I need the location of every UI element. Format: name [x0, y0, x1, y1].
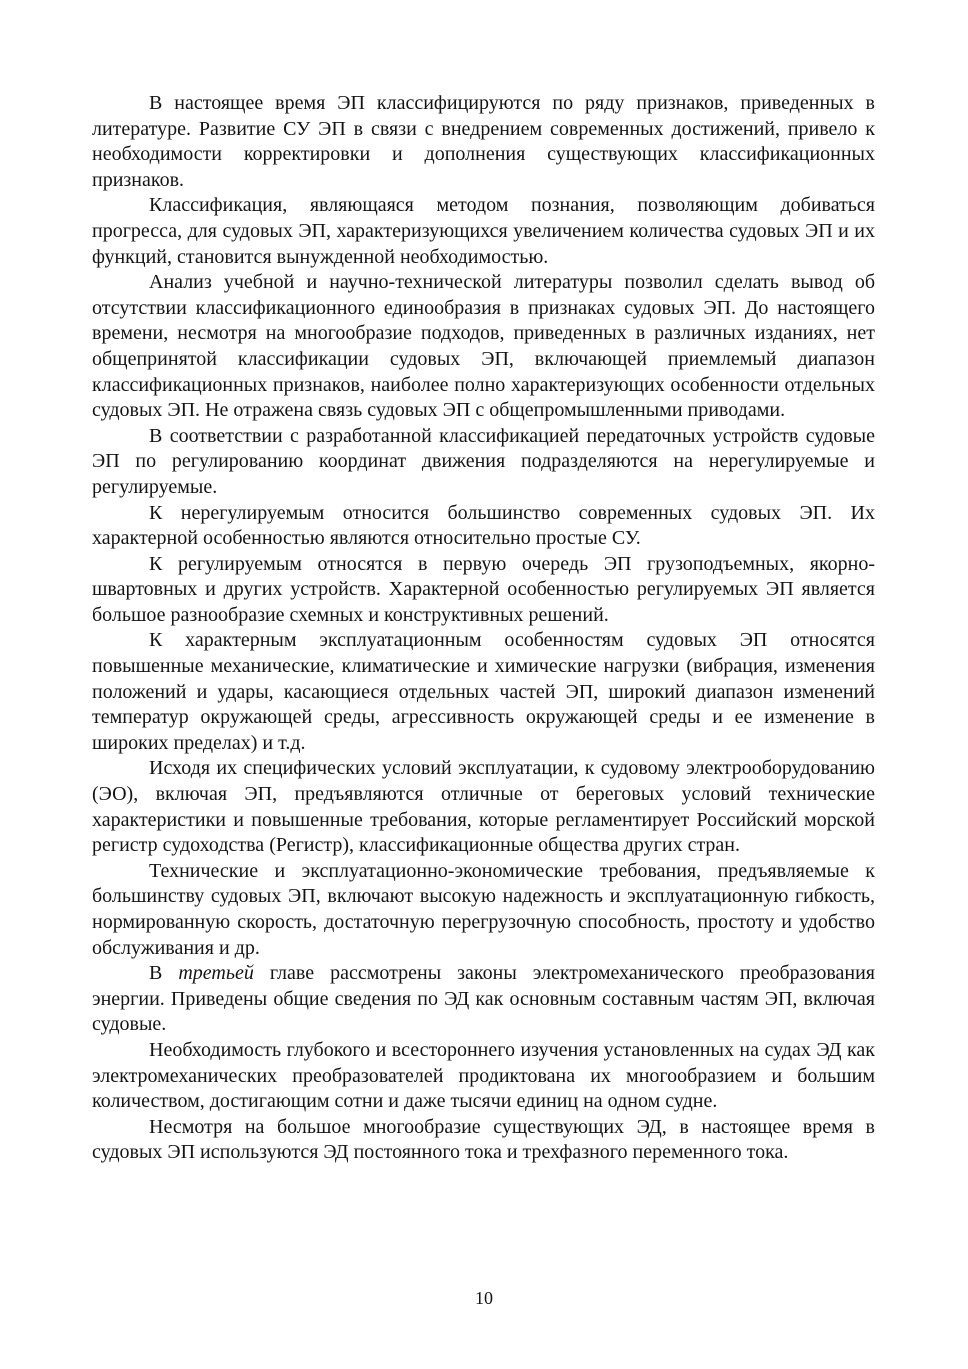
page-body [92, 91, 875, 1166]
paragraph-3: Анализ учебной и научно-технической литературы позволил сделать вывод об отсутствии классификационного единообразия в признаках судовых ЭП. До настоящего времени, несмотря на многообразие подходов, приведенных в различных изданиях, нет общепринятой классификации судовых ЭП, включающей приемлемый диапазон классификационных признаков, наиболее полно характеризующих особенности отдельных судовых ЭП. Не отражена связь судовых ЭП с общепромышленными приводами. [92, 271, 875, 422]
paragraph-12: Несмотря на большое многообразие существующих ЭД, в настоящее время в судовых ЭП используются ЭД постоянного тока и трехфазного переменного тока. [92, 1115, 875, 1164]
paragraph-chapter-before: В [149, 962, 179, 985]
paragraph-2: Классификация, являющаяся методом познания, позволяющим добиваться прогресса, для судовых ЭП, характеризующихся увеличением количества судовых ЭП и их функций, становится вынужденной необходимостью. [92, 194, 875, 268]
paragraph-7: К характерным эксплуатационным особенностям судовых ЭП относятся повышенные механические, климатические и химические нагрузки (вибрация, изменения положений и удары, касающиеся отдельных частей ЭП, широкий диапазон изменений температур окружающей среды, агрессивность окружающей среды и ее изменение в широких пределах) и т.д. [92, 629, 875, 754]
paragraph-1: В настоящее время ЭП классифицируются по ряду признаков, приведенных в литературе. Развитие СУ ЭП в связи с внедрением современных достижений, привело к необходимости корректировки и дополнения существующих классификационных признаков. [92, 92, 875, 191]
paragraph-9: Технические и эксплуатационно-экономические требования, предъявляемые к большинству судовых ЭП, включают высокую надежность и эксплуатационную гибкость, нормированную скорость, достаточную перегрузочную способность, простоту и удобство обслуживания и др. [92, 859, 875, 959]
paragraph-chapter [92, 961, 875, 1038]
paragraph-6: К регулируемым относятся в первую очередь ЭП грузоподъемных, якорно-швартовных и других устройств. Характерной особенностью регулируемых ЭП является большое разнообразие схемных и конструктивных решений. [92, 552, 875, 626]
paragraph-4: В соответствии с разработанной классификацией передаточных устройств судовые ЭП по регулированию координат движения подразделяются на нерегулируемые и регулируемые. [92, 424, 875, 498]
paragraph-chapter-emphasis: третьей [178, 962, 254, 985]
paragraph-8: Исходя их специфических условий эксплуатации, к судовому электрооборудованию (ЭО), включая ЭП, предъявляются отличные от береговых условий технические характеристики и повышенные требования, которые регламентирует Российский морской регистр судоходства (Регистр), классификационные общества других стран. [92, 757, 875, 857]
paragraph-11: Необходимость глубокого и всестороннего изучения установленных на судах ЭД как электромеханических преобразователей продиктована их многообразием и большим количеством, достигающим сотни и даже тысячи единиц на одном судне. [92, 1038, 875, 1113]
paragraph-5: К нерегулируемым относится большинство современных судовых ЭП. Их характерной особенностью являются относительно простые СУ. [92, 501, 875, 550]
page-number: 10 [475, 1288, 493, 1308]
paragraph-chapter-after: главе рассмотрены законы электромеханического преобразования энергии. Приведены общие сведения по ЭД как основным составным частям ЭП, включая судовые. [92, 962, 875, 1036]
